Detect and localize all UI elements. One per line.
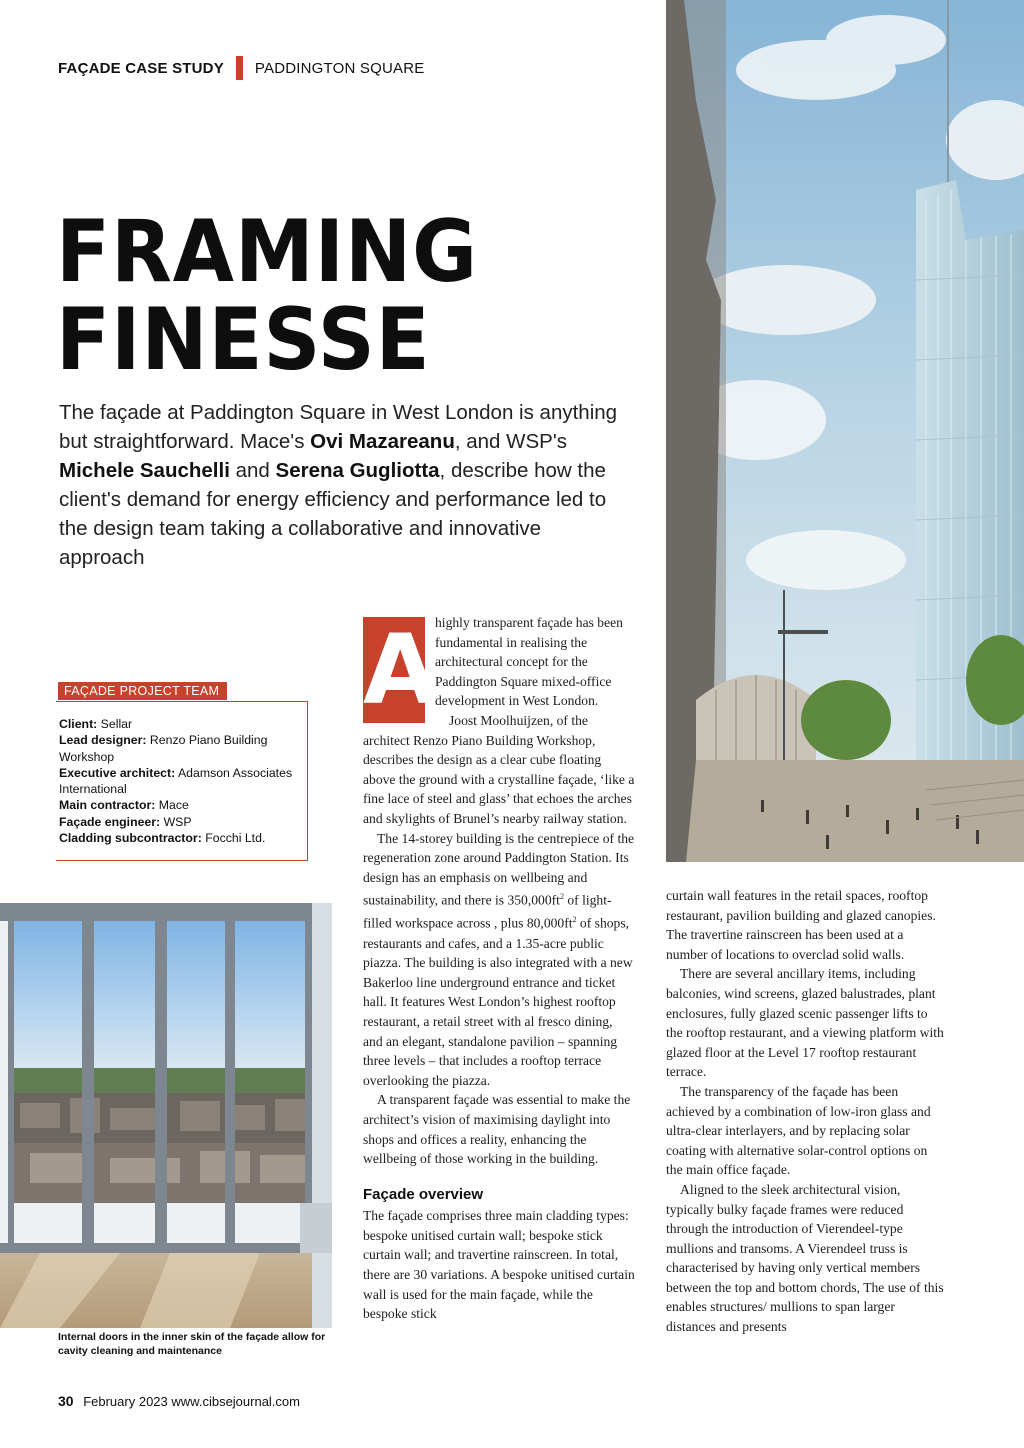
author-name-1: Ovi Mazareanu xyxy=(310,430,455,453)
team-label: Main contractor: xyxy=(59,798,156,813)
team-label: Façade engineer: xyxy=(59,814,161,829)
team-value: WSP xyxy=(160,814,192,829)
kicker-divider xyxy=(236,56,243,80)
body-text: of shops, restaurants and cafes, and a 1.35-acre public piazza. The building is also integrated with a new Bakerloo line underground entrance and ticket hall. It features West London’s highest rooftop restaurant, a retail street with al fresco dining, and an elegant, standalone pavilion – spanning three levels – that includes a rooftop terrace overlooking the piazza. xyxy=(363,915,633,1088)
team-row-client xyxy=(59,716,309,732)
body-text: of light-filled workspace across , plus 80,000ft xyxy=(363,892,612,931)
author-name-3: Serena Gugliotta xyxy=(275,459,440,482)
title-line-2: FINESSE xyxy=(56,290,431,390)
page-number: 30 xyxy=(58,1393,74,1409)
team-label: Cladding subcontractor: xyxy=(59,831,202,846)
issue-date: February 2023 xyxy=(83,1394,168,1409)
title-line-1: FRAMING xyxy=(56,202,478,302)
team-label: Client: xyxy=(59,717,98,731)
team-label: Executive architect: xyxy=(59,765,176,780)
body-paragraph-9: Aligned to the sleek architectural vision, typically bulky façade frames were reduced through the introduction of Vierendeel-type mullions and transoms. A Vierendeel truss is characterised by having only vertical members between the top and bottom chords, The use of this enables structures/ mullions to span larger distances and presents xyxy=(666,1181,944,1335)
section-kicker xyxy=(58,56,424,80)
photo-caption: Internal doors in the inner skin of the façade allow for cavity cleaning and maintenance xyxy=(58,1331,326,1357)
team-value: Renzo Piano Building Workshop xyxy=(59,733,268,764)
superscript: 2 xyxy=(572,915,577,925)
standfirst xyxy=(59,398,619,572)
team-value: Mace xyxy=(155,798,189,813)
team-heading: FAÇADE PROJECT TEAM xyxy=(58,682,227,700)
standfirst-text-3: and xyxy=(229,459,276,482)
team-row-cladding-subcontractor xyxy=(59,830,309,846)
body-paragraph-6: curtain wall features in the retail spaces, rooftop restaurant, pavilion building and glazed canopies. The travertine rainscreen has been used at a number of locations to overclad solid walls. xyxy=(666,888,936,962)
website-link[interactable]: www.cibsejournal.com xyxy=(171,1394,300,1409)
body-text: The 14-storey building is the centrepiece of the regeneration zone around Paddington Station. Its design has an emphasis on wellbeing and sustainability, and there is 350,000ft xyxy=(363,830,635,908)
body-paragraph-5: The façade comprises three main cladding types: bespoke unitised curtain wall; bespoke stick curtain wall; and travertine rainscreen. In total, there are 30 variations. A bespoke unitised curtain wall is used for the main façade, while the bespoke stick xyxy=(363,1208,635,1322)
standfirst-text-4: , describe how the client's demand for energy efficiency and performance led to the design team taking a collaborative and innovative approach xyxy=(59,459,607,569)
team-row-executive-architect xyxy=(59,765,309,798)
topic-label: PADDINGTON SQUARE xyxy=(254,59,425,77)
body-paragraph-4: A transparent façade was essential to make the architect’s vision of maximising daylight into shops and offices a reality, enhancing the wellbeing of those working in the building. xyxy=(363,1092,631,1167)
drop-cap: A xyxy=(363,614,438,726)
section-label: FAÇADE CASE STUDY xyxy=(58,59,224,77)
team-label: Lead designer: xyxy=(59,733,147,748)
window-photo xyxy=(0,903,332,1328)
author-name-2: Michele Sauchelli xyxy=(59,459,230,482)
body-column-1 xyxy=(363,613,635,1324)
standfirst-text-2: , and WSP's xyxy=(454,430,568,453)
team-list xyxy=(59,716,309,846)
team-row-main-contractor xyxy=(59,797,309,813)
tower-photo-image xyxy=(666,0,1024,862)
body-paragraph-1: highly transparent façade has been fundamental in realising the architectural concept for the Paddington Square mixed-office development in West London. xyxy=(435,615,623,709)
team-row-lead-designer xyxy=(59,732,309,765)
body-column-2 xyxy=(666,886,946,1337)
body-paragraph-3 xyxy=(363,829,635,1091)
team-row-facade-engineer xyxy=(59,814,309,830)
body-paragraph-8: The transparency of the façade has been achieved by a combination of low-iron glass and ultra-clear interlayers, and by replacing solar coating with alternative solar-control options on the main office façade. xyxy=(666,1083,931,1178)
window-photo-image xyxy=(0,903,332,1328)
page-footer xyxy=(58,1393,300,1409)
article-title xyxy=(56,202,478,390)
subheading: Façade overview xyxy=(363,1185,484,1203)
body-paragraph-2: Joost Moolhuijzen, of the architect Renzo Piano Building Workshop, describes the design as a clear cube floating above the ground with a crystalline façade, ‘like a fine lace of steel and glass’ that echoes the arches and skylights of Brunel’s nearby railway station. xyxy=(363,712,635,826)
team-value: Focchi Ltd. xyxy=(201,831,266,846)
tower-photo xyxy=(666,0,1024,862)
team-value: Sellar xyxy=(97,717,133,731)
standfirst-text-1: The façade at Paddington Square in West London is anything but straightforward. Mace's xyxy=(59,401,618,453)
body-paragraph-7: There are several ancillary items, including balconies, wind screens, glazed balustrades, plant enclosures, fully glazed scenic passenger lifts to the rooftop restaurant, and a viewing platform with glazed floor at the Level 17 rooftop restaurant terrace. xyxy=(666,966,944,1080)
team-value: Adamson Associates International xyxy=(59,765,293,797)
superscript: 2 xyxy=(559,892,564,902)
